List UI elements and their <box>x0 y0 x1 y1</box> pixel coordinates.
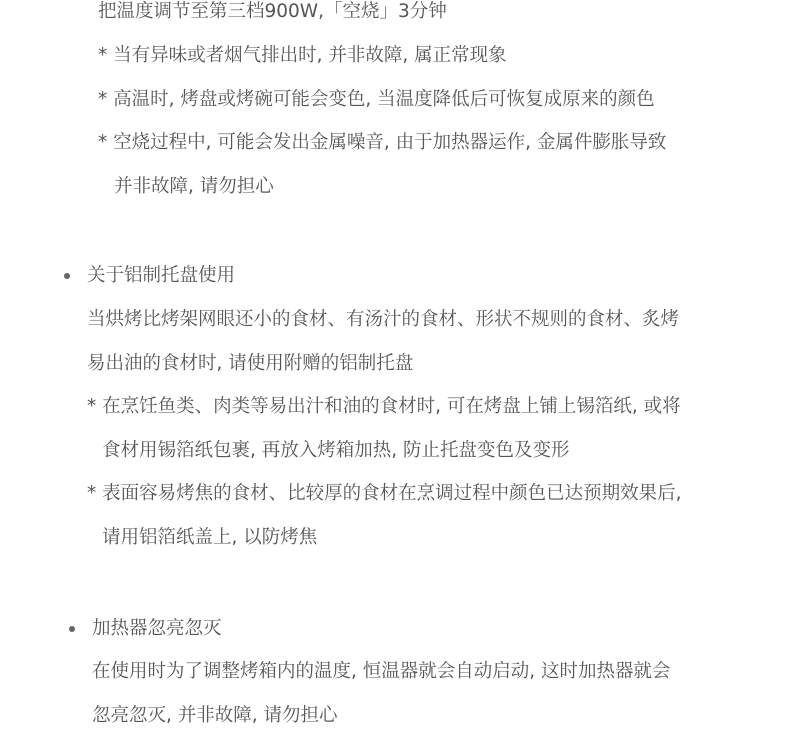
note-line: * 空烧过程中, 可能会发出金属噪音, 由于加热器运作, 金属件膨胀导致 <box>98 132 667 153</box>
section-heading: 加热器忽亮忽灭 <box>92 618 222 639</box>
note-line: * 在烹饪鱼类、肉类等易出汁和油的食材时, 可在烤盘上铺上锡箔纸, 或将 <box>87 396 681 417</box>
note-line: * 当有异味或者烟气排出时, 并非故障, 属正常现象 <box>98 45 507 66</box>
note-line-continued: 食材用锡箔纸包裹, 再放入烤箱加热, 防止托盘变色及变形 <box>102 440 570 461</box>
note-line: * 表面容易烤焦的食材、比较厚的食材在烹调过程中颜色已达预期效果后, <box>87 483 682 504</box>
section-body-line: 在使用时为了调整烤箱内的温度, 恒温器就会自动启动, 这时加热器就会 <box>92 661 671 682</box>
section-heading: 关于铝制托盘使用 <box>87 265 236 286</box>
note-line: * 高温时, 烤盘或烤碗可能会变色, 当温度降低后可恢复成原来的颜色 <box>98 89 655 110</box>
section-body-line: 当烘烤比烤架网眼还小的食材、有汤汁的食材、形状不规则的食材、炙烤 <box>87 309 680 330</box>
section-body-line: 忽亮忽灭, 并非故障, 请勿担心 <box>92 705 338 726</box>
bullet-icon <box>69 626 75 632</box>
section-body-line: 易出油的食材时, 请使用附赠的铝制托盘 <box>87 353 414 374</box>
note-line-continued: 并非故障, 请勿担心 <box>114 176 274 197</box>
bullet-icon <box>64 273 70 279</box>
instruction-line: 把温度调节至第三档900W,「空烧」3分钟 <box>98 1 447 22</box>
note-line-continued: 请用铝箔纸盖上, 以防烤焦 <box>102 527 318 548</box>
